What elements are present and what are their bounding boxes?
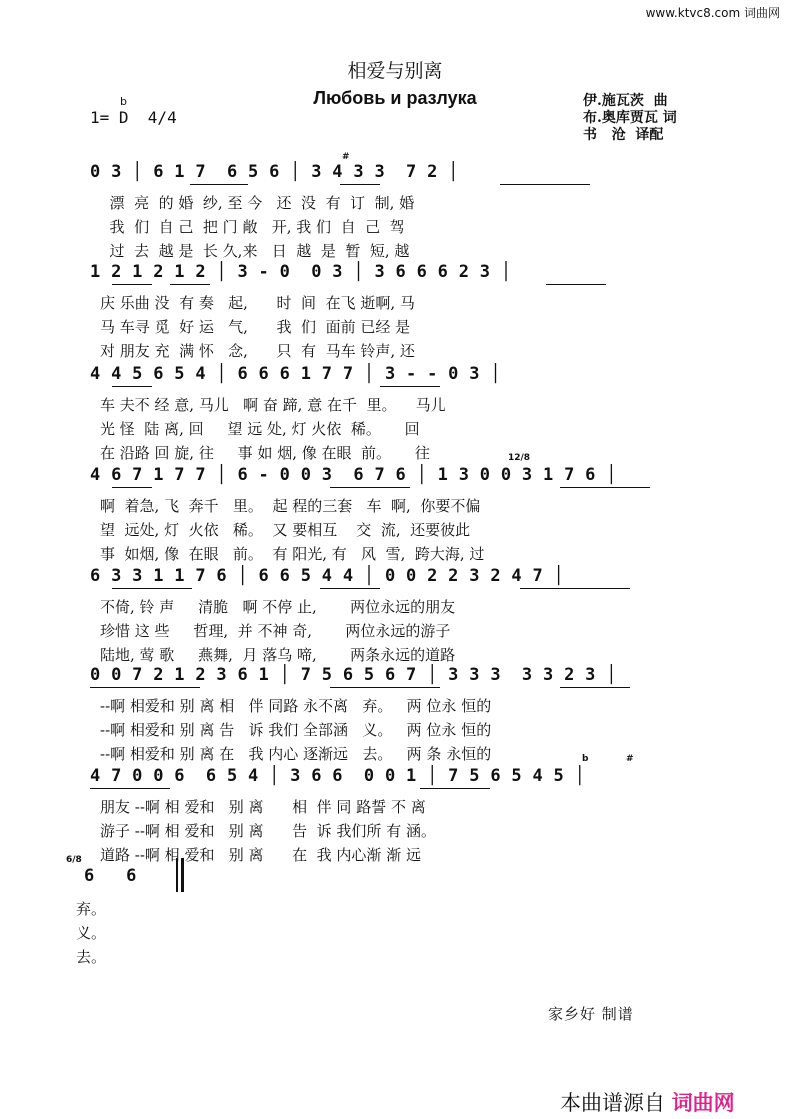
ending-notes: 6 6 bbox=[84, 866, 137, 886]
ending-lyric-1: 弃。 bbox=[76, 900, 107, 918]
beam bbox=[112, 284, 152, 285]
notes-row: 0 3 │ 6 1 7 6 5 6 │ 3 4 3 3 7 2 │ bbox=[90, 162, 459, 182]
flat-marker: b bbox=[582, 754, 589, 764]
beam bbox=[560, 487, 650, 488]
lyric-verse-1: 朋友 --啊 相 爱和 别 离 相 伴 同 路誓 不 离 bbox=[100, 798, 426, 816]
beam bbox=[112, 588, 192, 589]
beam bbox=[90, 687, 200, 688]
lyric-verse-2: --啊 相爱和 别 离 告 诉 我们 全部涵 义。 两 位永 恒的 bbox=[100, 721, 492, 739]
lyric-verse-1: 啊 着急, 飞 奔千 里。 起 程的三套 车 啊, 你要不偏 bbox=[100, 497, 481, 515]
notes-row: 4 6 7 1 7 7 │ 6 - 0 0 3 6 7 6 │ 1 3 0 0 3 1 7 6 │ bbox=[90, 465, 617, 485]
ending-lyric-3: 去。 bbox=[76, 948, 107, 966]
lyric-verse-3: 过 去 越 是 长 久,来 日 越 是 暂 短, 越 bbox=[100, 242, 410, 260]
beam bbox=[112, 487, 152, 488]
score-maker: 家乡好 制谱 bbox=[548, 1005, 634, 1023]
beam bbox=[330, 487, 410, 488]
sharp-marker: # bbox=[342, 152, 350, 162]
source-footer bbox=[560, 1087, 735, 1117]
composer-credit: 伊.施瓦茨 曲 bbox=[583, 93, 668, 109]
beam bbox=[330, 687, 440, 688]
beam bbox=[520, 588, 630, 589]
lyric-verse-1: 漂 亮 的 婚 纱, 至 今 还 没 有 订 制, 婚 bbox=[100, 194, 415, 212]
site-watermark: www.ktvc8.com 词曲网 bbox=[645, 6, 780, 20]
beam bbox=[546, 284, 606, 285]
beam bbox=[112, 386, 152, 387]
ending-lyric-2: 义。 bbox=[76, 924, 107, 942]
lyric-verse-3: 在 沿路 回 旋, 往 事 如 烟, 像 在眼 前。 往 bbox=[100, 444, 430, 462]
beam bbox=[500, 184, 590, 185]
lyric-verse-2: 光 怪 陆 离, 回 望 远 处, 灯 火依 稀。 回 bbox=[100, 420, 420, 438]
beam bbox=[560, 687, 630, 688]
lyric-verse-3: 陆地, 莺 歌 燕舞, 月 落乌 啼, 两条永远的道路 bbox=[100, 646, 456, 664]
lyric-verse-2: 珍惜 这 些 哲理, 并 不神 奇, 两位永远的游子 bbox=[100, 622, 451, 640]
beam bbox=[190, 184, 248, 185]
lyric-verse-2: 望 远处, 灯 火依 稀。 又 要相互 交 流, 还要彼此 bbox=[100, 521, 471, 539]
lyric-verse-1: 车 夫不 经 意, 马儿 啊 奋 蹄, 意 在千 里。 马儿 bbox=[100, 396, 446, 414]
beam bbox=[320, 588, 380, 589]
key-signature: 1= D 4/4 bbox=[90, 108, 177, 127]
lyricist-credit: 布.奥库贾瓦 词 bbox=[583, 110, 677, 126]
notes-row: 0 0 7 2 1 2 3 6 1 │ 7 5 6 5 6 7 │ 3 3 3 3 3 2 3 │ bbox=[90, 665, 617, 685]
lyric-verse-2: 马 车寻 觅 好 运 气, 我 们 面前 已经 是 bbox=[100, 318, 411, 336]
time-change-marker: 12/8 bbox=[508, 453, 531, 463]
credits bbox=[583, 93, 677, 144]
notes-row: 4 7 0 0 6 6 5 4 │ 3 6 6 0 0 1 │ 7 5 6 5 4 5 │ bbox=[90, 766, 586, 786]
beam bbox=[170, 284, 210, 285]
ending-time-marker: 6/8 bbox=[66, 855, 82, 865]
beam bbox=[420, 788, 490, 789]
lyric-verse-1: --啊 相爱和 别 离 相 伴 同路 永不离 弃。 两 位永 恒的 bbox=[100, 697, 492, 715]
final-barline bbox=[176, 858, 178, 892]
lyric-verse-1: 庆 乐曲 没 有 奏 起, 时 间 在飞 逝啊, 马 bbox=[100, 294, 415, 312]
beam bbox=[90, 788, 170, 789]
song-title: 相爱与别离 bbox=[347, 60, 443, 82]
notes-row: 4 4 5 6 5 4 │ 6 6 6 1 7 7 │ 3 - - 0 3 │ bbox=[90, 364, 501, 384]
translator-credit: 书 沧 译配 bbox=[583, 127, 664, 143]
beam bbox=[340, 184, 380, 185]
song-subtitle: Любовь и разлука bbox=[313, 88, 477, 108]
lyric-verse-2: 游子 --啊 相 爱和 别 离 告 诉 我们所 有 涵。 bbox=[100, 822, 436, 840]
notes-row: 6 3 3 1 1 7 6 │ 6 6 5 4 4 │ 0 0 2 2 3 2 4 7 │ bbox=[90, 566, 565, 586]
lyric-verse-1: 不倚, 铃 声 清脆 啊 不停 止, 两位永远的朋友 bbox=[100, 598, 456, 616]
lyric-verse-2: 我 们 自 己 把 门 敞 开, 我 们 自 己 驾 bbox=[100, 218, 405, 236]
lyric-verse-3: 对 朋友 充 满 怀 念, 只 有 马车 铃声, 还 bbox=[100, 342, 415, 360]
lyric-verse-3: --啊 相爱和 别 离 在 我 内心 逐渐远 去。 两 条 永恒的 bbox=[100, 745, 492, 763]
key-flat-mark: b bbox=[120, 95, 127, 108]
source-brand: 词曲网 bbox=[671, 1091, 735, 1115]
sharp-marker: # bbox=[626, 754, 634, 764]
beam bbox=[380, 386, 440, 387]
final-barline bbox=[181, 858, 184, 892]
source-prefix: 本曲谱源自 bbox=[560, 1091, 665, 1115]
lyric-verse-3: 事 如烟, 像 在眼 前。 有 阳光, 有 风 雪, 跨大海, 过 bbox=[100, 545, 485, 563]
lyric-verse-3: 道路 --啊 相 爱和 别 离 在 我 内心渐 渐 远 bbox=[100, 846, 421, 864]
notes-row: 1 2 1 2 1 2 │ 3 - 0 0 3 │ 3 6 6 6 2 3 │ bbox=[90, 262, 512, 282]
